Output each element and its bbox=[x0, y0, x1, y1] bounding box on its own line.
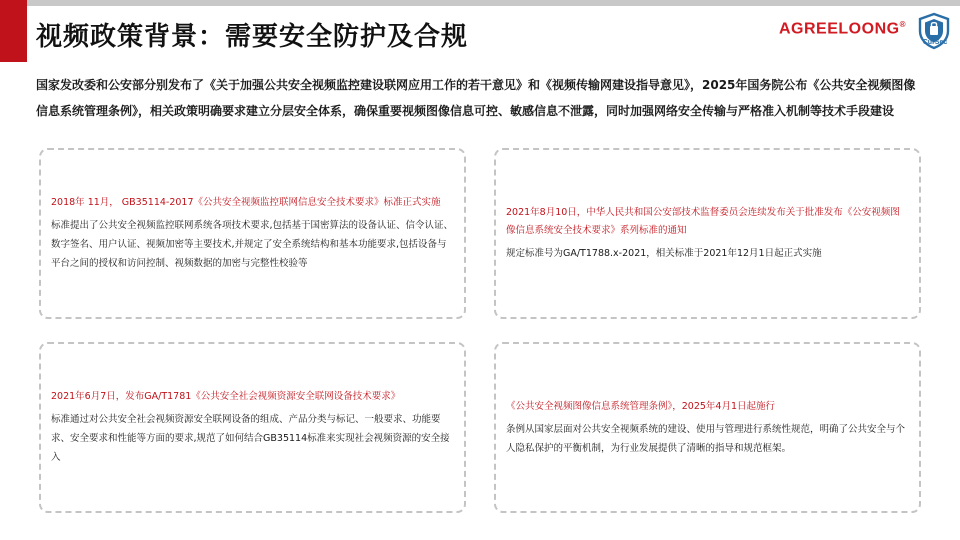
brand-wordmark bbox=[779, 20, 906, 38]
card-heading: 2021年8月10日，中华人民共和国公安部技术监督委员会连续发布关于批准发布《公安视频图像信息系统安全技术要求》系列标准的通知 bbox=[506, 207, 900, 236]
card-body: 标准通过对公共安全社会视频资源安全联网设备的组成、产品分类与标记、一般要求、功能要求、安全要求和性能等方面的要求,规范了如何结合GB35114标准来实现社会视频资源的安全接入 bbox=[51, 414, 450, 463]
title-accent-bar bbox=[0, 0, 27, 62]
card-body: 规定标准号为GA/T1788.x-2021，相关标准于2021年12月1日起正式实施 bbox=[506, 248, 822, 259]
logo-caption: CurSec bbox=[922, 39, 948, 46]
policy-card-regulation-2025 bbox=[494, 342, 921, 513]
page-title: 视频政策背景：需要安全防护及合规 bbox=[36, 22, 469, 52]
card-body: 条例从国家层面对公共安全视频系统的建设、使用与管理进行系统性规范，明确了公共安全与个人隐私保护的平衡机制，为行业发展提供了清晰的指导和规范框架。 bbox=[506, 423, 906, 454]
top-bar bbox=[0, 0, 960, 6]
policy-card-gb35114 bbox=[39, 148, 466, 319]
policy-card-gat1781 bbox=[39, 342, 466, 513]
registered-mark: ® bbox=[899, 20, 906, 29]
card-heading: 《公共安全视频图像信息系统管理条例》，2025年4月1日起施行 bbox=[506, 400, 776, 412]
intro-paragraph: 国家发改委和公安部分别发布了《关于加强公共安全视频监控建设联网应用工作的若干意见》和《视频传输网建设指导意见》，2025年国务院公布《公共安全视频图像信息系统管理条例》，相关政策明确要求建立分层安全体系，确保重要视频图像信息可控、敏感信息不泄露，同时加强网络安全传输与严格准入机制等技术手段建设 bbox=[36, 78, 916, 118]
card-body: 标准提出了公共安全视频监控联网系统各项技术要求,包括基于国密算法的设备认证、信令认证、数字签名、用户认证、视频加密等主要技术,并规定了安全系统结构和基本功能要求,包括设备与平台之间的授权和访问控制、视频数据的加密与完整性校验等 bbox=[51, 220, 454, 269]
brand-name: AGREELOONG bbox=[779, 20, 900, 38]
card-heading: 2021年6月7日，发布GA/T1781《公共安全社会视频资源安全联网设备技术要求》 bbox=[51, 391, 401, 402]
card-heading: 2018年 11月， GB35114-2017《公共安全视频监控联网信息安全技术要求》标准正式实施 bbox=[51, 197, 441, 208]
policy-card-gat1788 bbox=[494, 148, 921, 319]
